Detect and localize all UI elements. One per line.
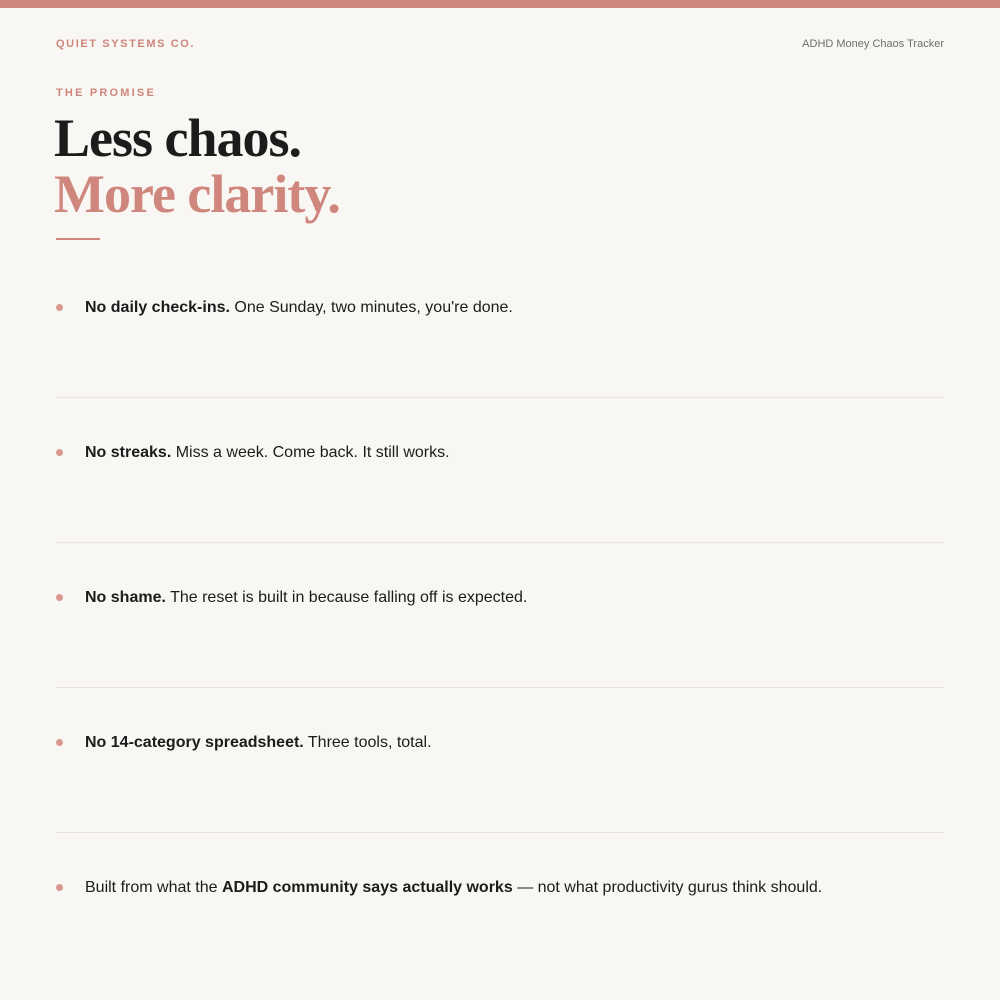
product-name: ADHD Money Chaos Tracker <box>802 38 944 50</box>
promise-list <box>56 253 944 978</box>
promise-text <box>85 733 432 752</box>
promise-bold: No 14-category spreadsheet. <box>85 734 304 751</box>
title-underline <box>56 238 100 240</box>
list-item <box>56 253 944 398</box>
list-item <box>56 398 944 543</box>
list-item <box>56 688 944 833</box>
promise-text <box>85 298 513 317</box>
promise-bold: No streaks. <box>85 444 172 461</box>
promise-text <box>85 588 527 607</box>
promise-bold: ADHD community says actually works <box>221 879 513 896</box>
bullet-dot-icon <box>56 884 63 891</box>
promise-rest: — not what productivity gurus think should. <box>512 879 823 896</box>
promise-text <box>85 443 450 462</box>
bullet-dot-icon <box>56 739 63 746</box>
promise-text <box>85 878 822 897</box>
bullet-dot-icon <box>56 594 63 601</box>
promise-bold: No daily check-ins. <box>85 299 230 316</box>
promise-rest: Miss a week. Come back. It still works. <box>171 444 450 461</box>
bullet-dot-icon <box>56 449 63 456</box>
list-item <box>56 543 944 688</box>
promise-bold: No shame. <box>85 589 166 606</box>
list-item <box>56 833 944 978</box>
promise-rest: Three tools, total. <box>303 734 432 751</box>
headline-line-2: More clarity. <box>54 164 340 224</box>
promise-lead: Built from what the <box>85 879 222 896</box>
brand-name: QUIET SYSTEMS CO. <box>56 38 196 50</box>
bullet-dot-icon <box>56 304 63 311</box>
section-eyebrow: THE PROMISE <box>56 87 156 99</box>
top-accent-bar <box>0 0 1000 8</box>
promise-rest: The reset is built in because falling off is expected. <box>165 589 528 606</box>
headline-line-1: Less chaos. <box>54 108 302 168</box>
page-title <box>54 110 340 222</box>
promise-rest: One Sunday, two minutes, you're done. <box>229 299 513 316</box>
